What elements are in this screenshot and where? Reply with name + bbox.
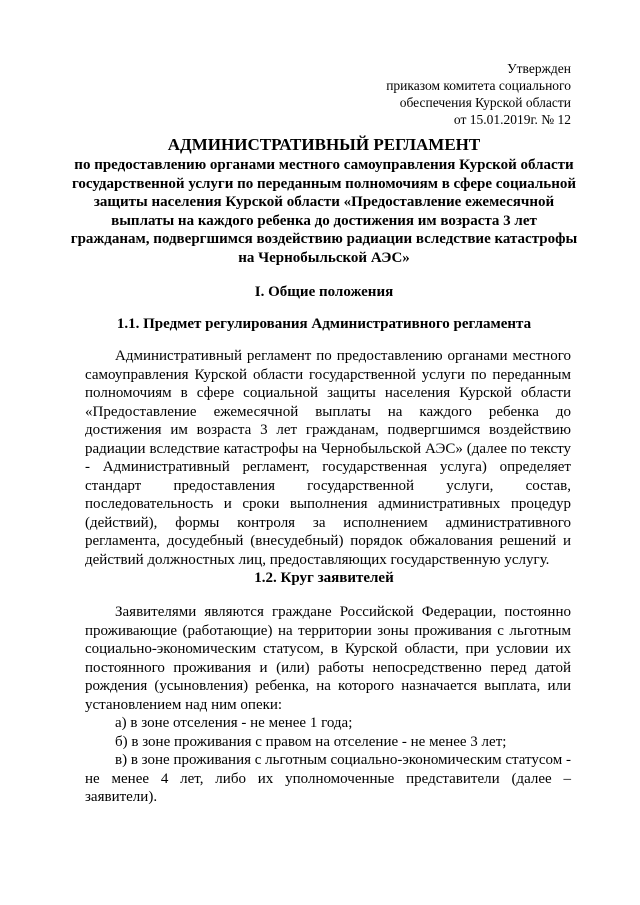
paragraph-text: Заявителями являются граждане Российской Федерации, постоянно проживающие (работающие) на территории зоны проживания с льготным социально-экономическим статусом, в Курской области, при условии их постоянного проживания и (или) работы непосредственно перед датой рождения (усыновления) ребенка, на которого назначается выплата, или установлением над ним опеки:	[85, 604, 571, 713]
section-heading-general: I. Общие положения	[254, 284, 394, 300]
approval-stamp	[386, 60, 571, 128]
title-subtitle: по предоставлению органами местного самоуправления Курской области государственной услуги по переданным полномочиям в сфере социальной защиты населения Курской области «Предоставление ежемесячной выплаты на каждого ребенка до достижения им возраста 3 лет гражданам, подвергшимся воздействию радиации вследствие катастрофы на Чернобыльской АЭС»	[70, 157, 578, 266]
list-item-b: б) в зоне проживания с правом на отселение - не менее 3 лет;	[115, 733, 507, 750]
list-item-a: а) в зоне отселения - не менее 1 года;	[115, 715, 353, 731]
paragraph-subject	[85, 347, 571, 569]
title-main: АДМИНИСТРАТИВНЫЙ РЕГЛАМЕНТ	[167, 135, 481, 154]
subsection-heading-applicants: 1.2. Круг заявителей	[254, 570, 394, 586]
approval-line-4: от 15.01.2019г. № 12	[453, 112, 571, 127]
approval-line-1: Утвержден	[507, 61, 571, 76]
paragraph-text: Административный регламент по предоставлению органами местного самоуправления Курской области государственной услуги по переданным полномочиям в сфере социальной защиты населения Курской области «Предоставление ежемесячной выплаты на каждого ребенка до достижения им возраста 3 лет гражданам, подвергшимся воздействию радиации вследствие катастрофы на Чернобыльской АЭС» (далее по тексту - Административный регламент, государственная услуга) определяет стандарт предоставления государственной услуги, состав, последовательность и сроки выполнения административных процедур (действий), формы контроля за исполнением административного регламента, досудебный (внесудебный) порядок обжалования решений и действий должностных лиц, предоставляющих государственную услугу.	[85, 348, 571, 568]
paragraph-applicants	[85, 603, 571, 807]
subsection-heading-subject: 1.1. Предмет регулирования Административного регламента	[116, 316, 532, 332]
document-title	[70, 134, 578, 267]
list-item-c: в) в зоне проживания с льготным социально-экономическим статусом - не менее 4 лет, либо их уполномоченные представители (далее – заявители).	[85, 752, 571, 805]
approval-line-3: обеспечения Курской области	[399, 95, 571, 110]
approval-line-2: приказом комитета социального	[386, 78, 571, 93]
